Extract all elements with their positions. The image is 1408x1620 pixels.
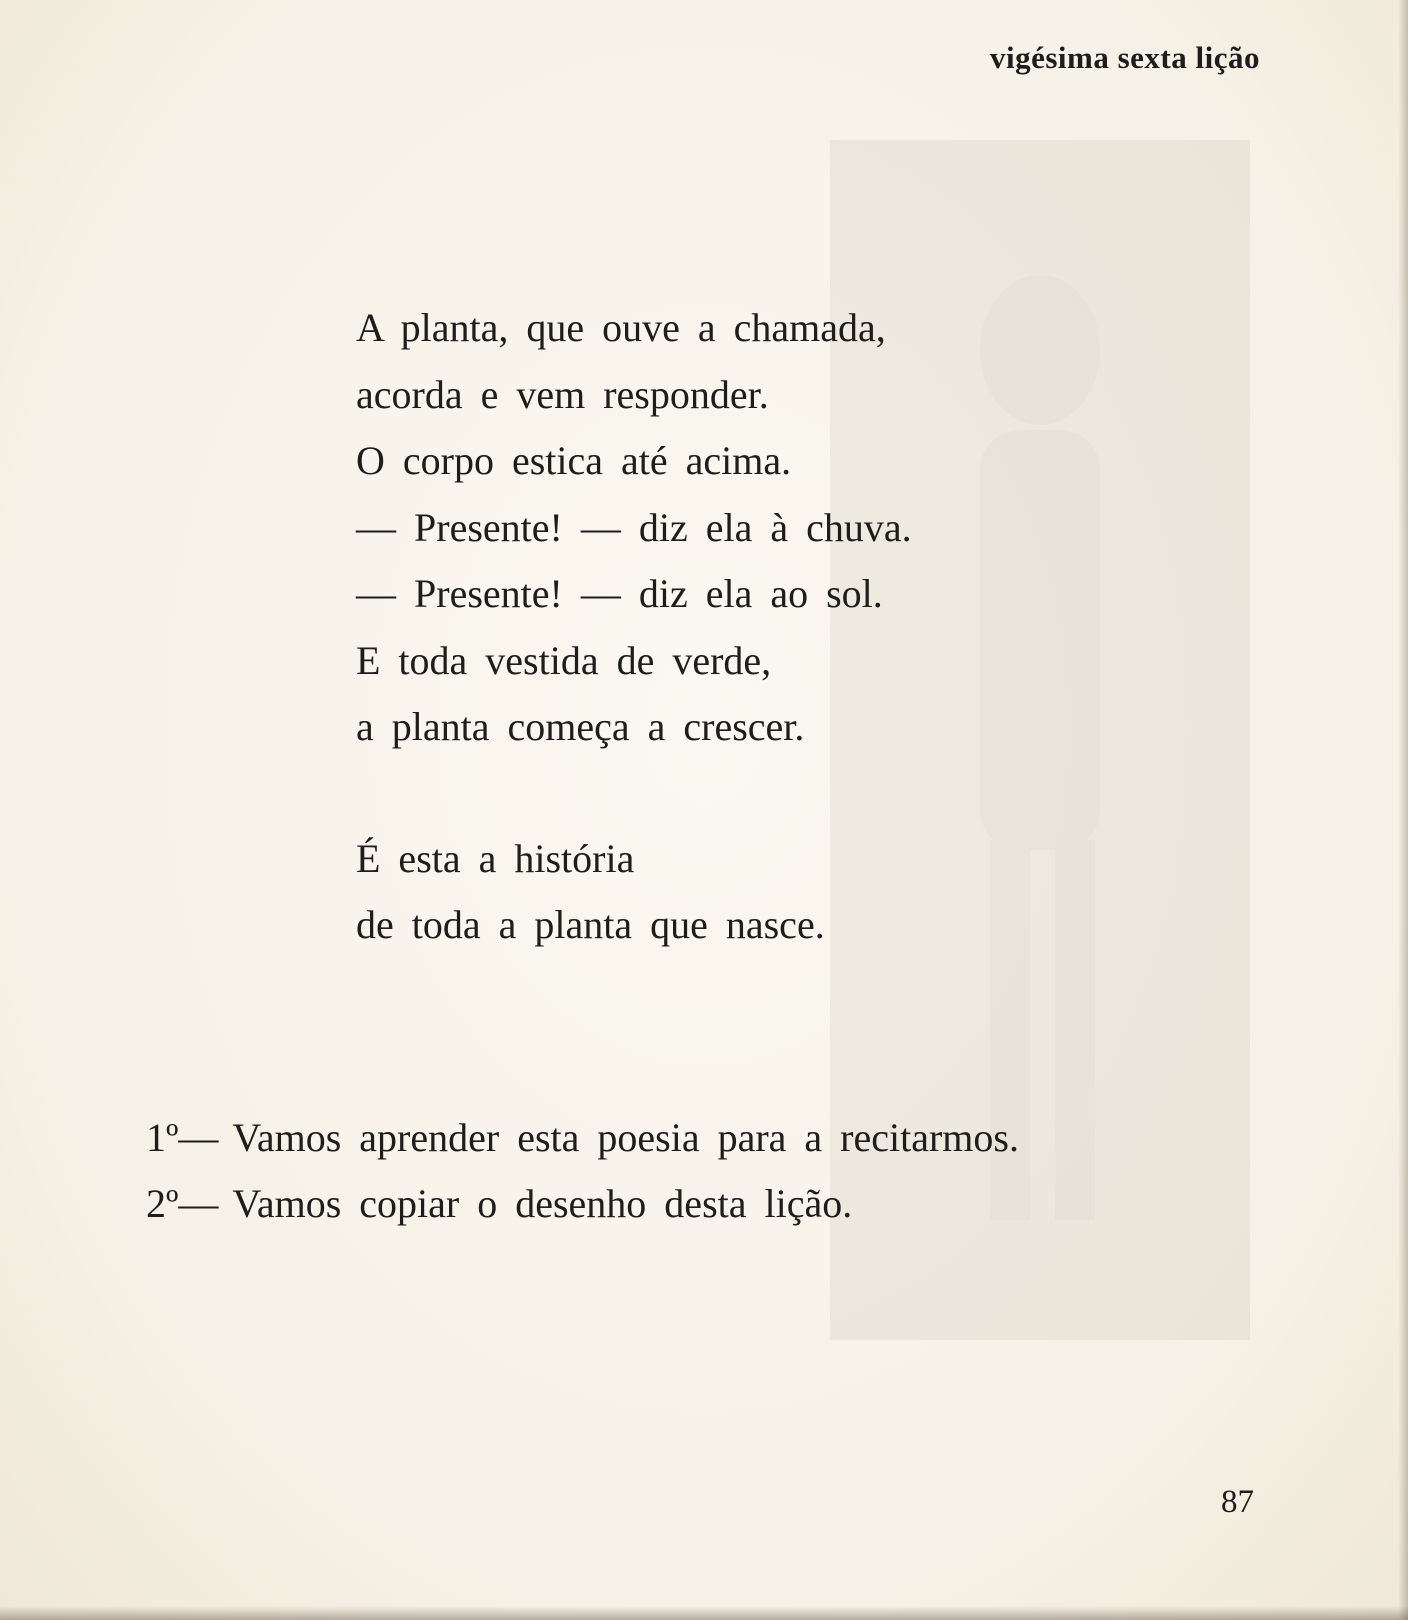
poem-line: de toda a planta que nasce. [356,902,825,947]
page-edge-shadow [0,1606,1408,1620]
poem-line: E toda vestida de verde, [356,637,772,683]
exercise-text: Vamos aprender esta poesia para a recitarmos. [232,1115,1019,1160]
page-edge-shadow [1398,0,1408,1620]
stanza-break [356,761,912,826]
exercise-list [146,1105,1019,1237]
exercise-number: 2º— [146,1181,219,1226]
exercise-number: 1º— [146,1115,219,1160]
lesson-title: vigésima sexta lição [989,40,1260,75]
poem-line: — Presente! — diz ela à chuva. [356,504,912,550]
poem-line: É esta a história [356,835,635,881]
poem-line: a planta começa a crescer. [356,704,805,749]
exercise-item [146,1105,1019,1171]
exercise-text: Vamos copiar o desenho desta lição. [232,1181,853,1226]
poem-line: O corpo estica até acima. [356,438,792,483]
exercise-item [146,1171,1019,1237]
page-number: 87 [1221,1484,1254,1520]
poem-line: — Presente! — diz ela ao sol. [356,571,883,616]
poem [356,295,912,959]
poem-line: A planta, que ouve a chamada, [356,305,886,350]
poem-line: acorda e vem responder. [356,371,769,417]
